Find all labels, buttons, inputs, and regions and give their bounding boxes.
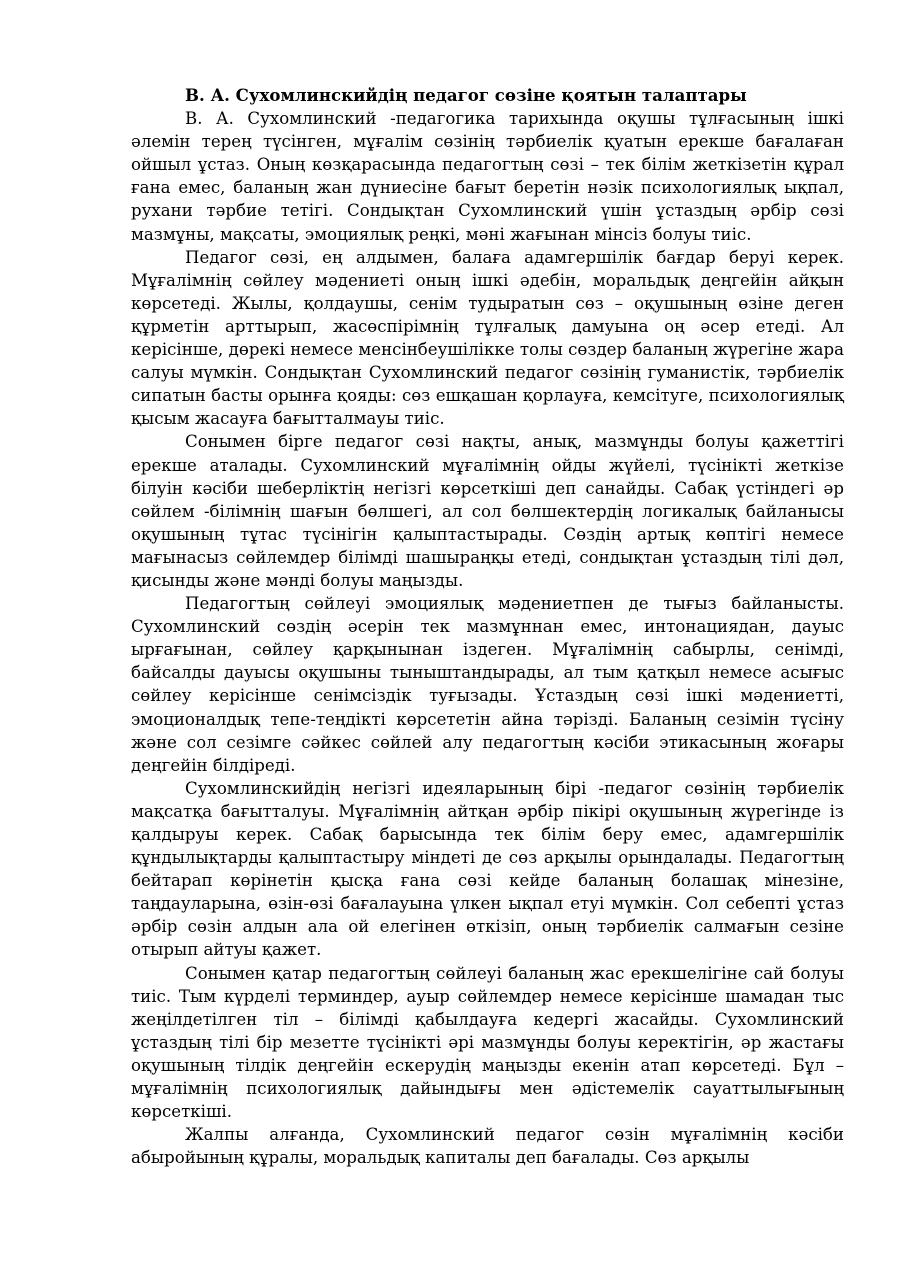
paragraph-3: Сонымен бірге педагог сөзі нақты, анық, мазмұнды болуы қажеттігі ерекше аталады. Сухомлинский мұғалімнің ойды жүйелі, түсінікті жеткізе білуін кәсіби шеберліктің негізгі көрсеткіші деп санайды. Сабақ үстіндегі әр сөйлем -білімнің шағын бөлшегі, ал сол бөлшектердің логикалық байланысы оқушының тұтас түсінігін қалыптастырады. Сөздің артық көптігі немесе мағынасыз сөйлемдер білімді шашыраңқы етеді, сондықтан ұстаздың тілі дәл, қисынды және мәнді болуы маңызды. xyxy=(131,432,844,590)
document-title: В. А. Сухомлинскийдің педагог сөзіне қоятын талаптары xyxy=(185,85,747,105)
paragraph-2: Педагог сөзі, ең алдымен, балаға адамгершілік бағдар беруі керек. Мұғалімнің сөйлеу мәдениеті оның ішкі әдебін, моральдық деңгейін айқын көрсетеді. Жылы, қолдаушы, сенім тудыратын сөз – оқушының өзіне деген құрметін арттырып, жасөспірімнің тұлғалық дамуына оң әсер етеді. Ал керісінше, дөрекі немесе менсінбеушілікке толы сөздер баланың жүрегіне жара салуы мүмкін. Сондықтан Сухомлинский педагог сөзінің гуманистік, тәрбиелік сипатын басты орынға қояды: сөз ешқашан қорлауға, кемсітуге, психологиялық қысым жасауға бағытталмауы тиіс. xyxy=(131,247,844,429)
paragraph-1: В. А. Сухомлинский -педагогика тарихында оқушы тұлғасының ішкі әлемін терең түсінген, мұғалім сөзінің тәрбиелік қуатын ерекше бағалаған ойшыл ұстаз. Оның көзқарасында педагогтың сөзі – тек білім жеткізетін құрал ғана емес, баланың жан дүниесіне бағыт беретін нәзік психологиялық ықпал, рухани тәрбие тетігі. Сондықтан Сухомлинский үшін ұстаздың әрбір сөзі мазмұны, мақсаты, эмоциялық реңкі, мәні жағынан мінсіз болуы тиіс. xyxy=(131,109,844,244)
paragraph-4: Педагогтың сөйлеуі эмоциялық мәдениетпен де тығыз байланысты. Сухомлинский сөздің әсерін тек мазмұннан емес, интонациядан, дауыс ырғағынан, сөйлеу қарқынынан іздеген. Мұғалімнің сабырлы, сенімді, байсалды дауысы оқушыны тыныштандырады, ал тым қатқыл немесе асығыс сөйлеу керісінше сенімсіздік туғызады. Ұстаздың сөзі ішкі мәдениетті, эмоционалдық тепе-теңдікті көрсететін айна тәрізді. Баланың сезімін түсіну және сол сезімге сәйкес сөйлей алу педагогтың кәсіби этикасының жоғары деңгейін білдіреді. xyxy=(131,594,844,775)
document-page xyxy=(131,84,844,1169)
paragraph-5: Сухомлинскийдің негізгі идеяларының бірі -педагог сөзінің тәрбиелік мақсатқа бағытталуы. Мұғалімнің айтқан әрбір пікірі оқушының жүрегінде із қалдыруы керек. Сабақ барысында тек білім беру емес, адамгершілік құндылықтарды қалыптастыру міндеті де сөз арқылы орындалады. Педагогтың бейтарап көрінетін қысқа ғана сөзі кейде баланың болашақ мінезіне, таңдауларына, өзін-өзі бағалауына үлкен ықпал етуі мүмкін. Сол себепті ұстаз әрбір сөзін алдын ала ой елегінен өткізіп, оның тәрбиелік салмағын сезіне отырып айтуы қажет. xyxy=(131,778,844,960)
paragraph-6: Сонымен қатар педагогтың сөйлеуі баланың жас ерекшелігіне сай болуы тиіс. Тым күрделі терминдер, ауыр сөйлемдер немесе керісінше шамадан тыс жеңілдетілген тіл – білімді қабылдауға кедергі жасайды. Сухомлинский ұстаздың тілі бір мезетте түсінікті әрі мазмұнды болуы керектігін, әр жастағы оқушының тілдік деңгейін ескерудің маңызды екенін атап көрсетеді. Бұл – мұғалімнің психологиялық дайындығы мен әдістемелік сауаттылығының көрсеткіші. xyxy=(131,963,844,1122)
paragraph-7: Жалпы алғанда, Сухомлинский педагог сөзін мұғалімнің кәсіби абыройының құралы, моральдық капиталы деп бағалады. Сөз арқылы xyxy=(131,1125,844,1168)
